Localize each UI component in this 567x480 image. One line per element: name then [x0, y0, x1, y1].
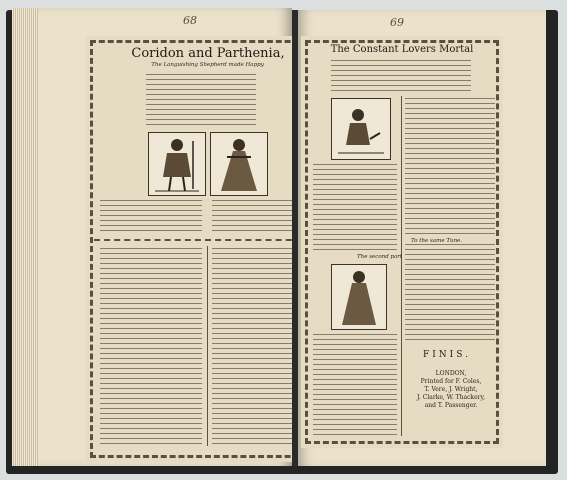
- shepherd-figure-icon: [149, 133, 205, 195]
- right-column-rule: [401, 96, 402, 436]
- finis-label: FINIS.: [423, 350, 471, 360]
- seated-figure-icon: [332, 99, 390, 159]
- right-column-1-lower-text: [313, 334, 397, 438]
- woman-woodcut: [331, 264, 387, 330]
- left-intro-text: [146, 74, 256, 126]
- shepherd-woodcut: [148, 132, 206, 196]
- imprint-line-3: J. Clarke, W. Thackery,: [416, 394, 485, 401]
- right-intro-text: [331, 60, 471, 94]
- right-column-1-upper-text: [313, 164, 397, 252]
- right-broadside: [301, 36, 503, 448]
- left-divider: [94, 239, 292, 241]
- standing-figure-icon: [332, 265, 386, 329]
- left-page-number: 68: [183, 14, 197, 27]
- lady-figure-icon: [211, 133, 267, 195]
- lover-seated-woodcut: [331, 98, 391, 160]
- right-page-number: 69: [390, 16, 404, 29]
- imprint-block: [405, 370, 497, 410]
- left-page: [38, 8, 292, 466]
- right-page: [298, 10, 546, 466]
- left-column-rule: [207, 246, 208, 446]
- right-ballad-title: The Constant Lovers Mortal: [330, 44, 474, 55]
- imprint-line-4: and T. Passenger.: [424, 402, 478, 409]
- left-ballad-subtitle: The Languishing Shepherd made Happy.: [151, 62, 265, 68]
- imprint-printed-for: Printed for F. Coles,: [420, 378, 482, 385]
- left-verse-1a: [100, 200, 202, 234]
- right-column-2-upper-text: [405, 98, 495, 234]
- left-ballad-title: Coridon and Parthenia,: [131, 46, 285, 61]
- lady-woodcut: [210, 132, 268, 196]
- second-part-label: The second part: [357, 254, 403, 260]
- left-verse-1b: [212, 200, 292, 234]
- left-column-2-text: [212, 248, 292, 444]
- left-column-1-text: [100, 248, 202, 444]
- imprint-line-2: T. Vere, J. Wright,: [424, 386, 478, 393]
- left-broadside: [86, 36, 292, 462]
- tune-label: To the same Tune.: [411, 238, 463, 244]
- right-column-2-middle-text: [405, 244, 495, 344]
- imprint-city: LONDON,: [435, 370, 467, 377]
